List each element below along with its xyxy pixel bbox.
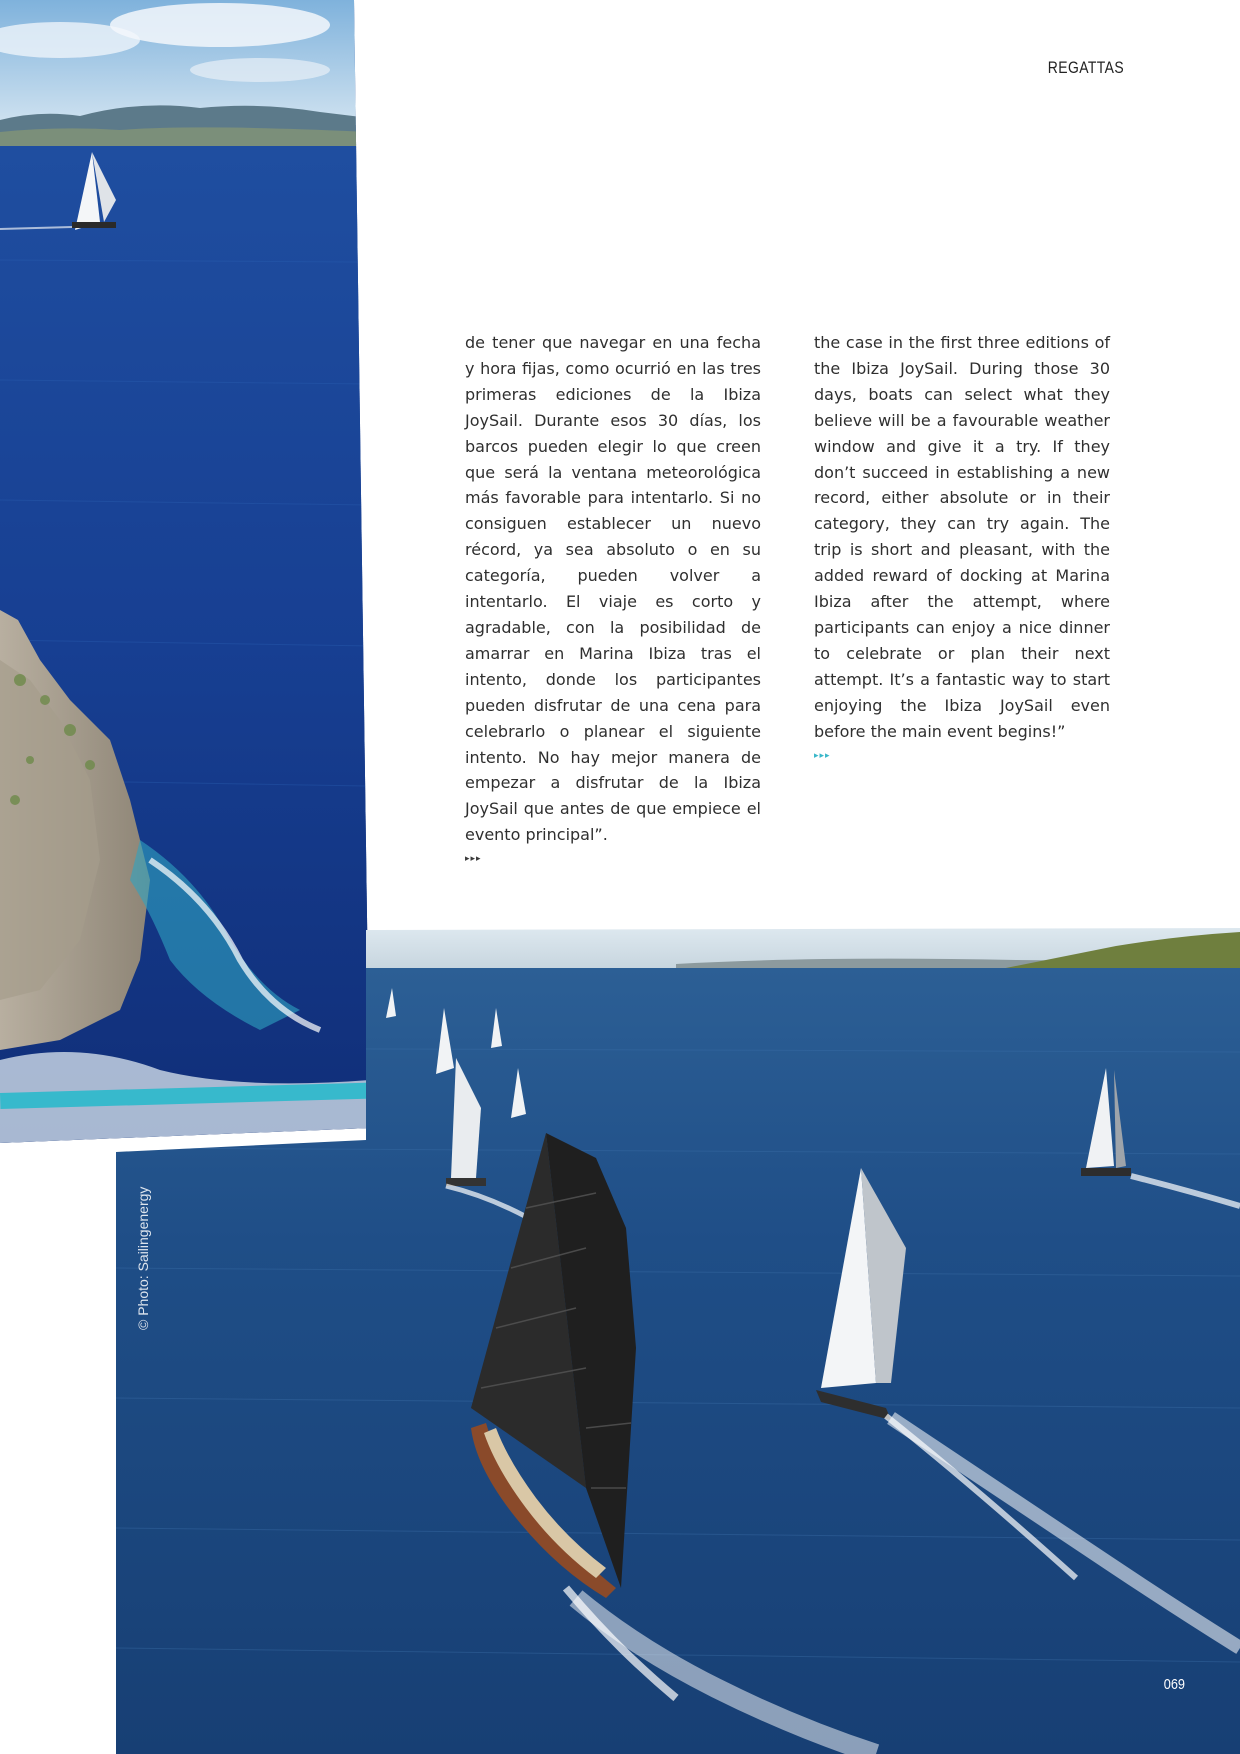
paragraph-english: the case in the first three editions of the Ibiza JoySail. During those 30 days, boats can select what they believe will be a favourable weather window and give it a try. If they don’t succeed in establishing a new record, either absolute or in their category, they can try again. The trip is short and pleasant, with the added reward of docking at Marina Ibiza after the attempt, where participants can enjoy a nice dinner to celebrate or plan their next attempt. It’s a fantastic way to start enjoying the Ibiza JoySail even before the main event begins!” xyxy=(814,333,1110,741)
end-of-article-marker: ▸▸▸ xyxy=(814,750,831,761)
paragraph-spanish: de tener que navegar en una fecha y hora fijas, como ocurrió en las tres primeras ediciones de la Ibiza JoySail. Durante esos 30 días, los barcos pueden elegir lo que creen que será la ventana meteorológica más favorable para intentarlo. Si no consiguen establecer un nuevo récord, ya sea absoluto o en su categoría, pueden volver a intentarlo. El viaje es corto y agradable, con la posibilidad de amarrar en Marina Ibiza tras el intento, donde los participantes pueden disfrutar de una cena para celebrarlo o planear el siguiente intento. No hay mejor manera de empezar a disfrutar de la Ibiza JoySail que antes de que empiece el evento principal”. xyxy=(465,333,761,845)
photo-credit: © Photo: Sailingenergy xyxy=(135,1186,151,1330)
end-of-article-marker: ▸▸▸ xyxy=(465,854,482,865)
article-column-spanish xyxy=(465,330,761,866)
section-label: REGATTAS xyxy=(1047,58,1124,77)
page-number: 069 xyxy=(1163,1676,1185,1693)
photo-sea-cliff xyxy=(0,0,370,1145)
article-column-english xyxy=(814,330,1110,763)
